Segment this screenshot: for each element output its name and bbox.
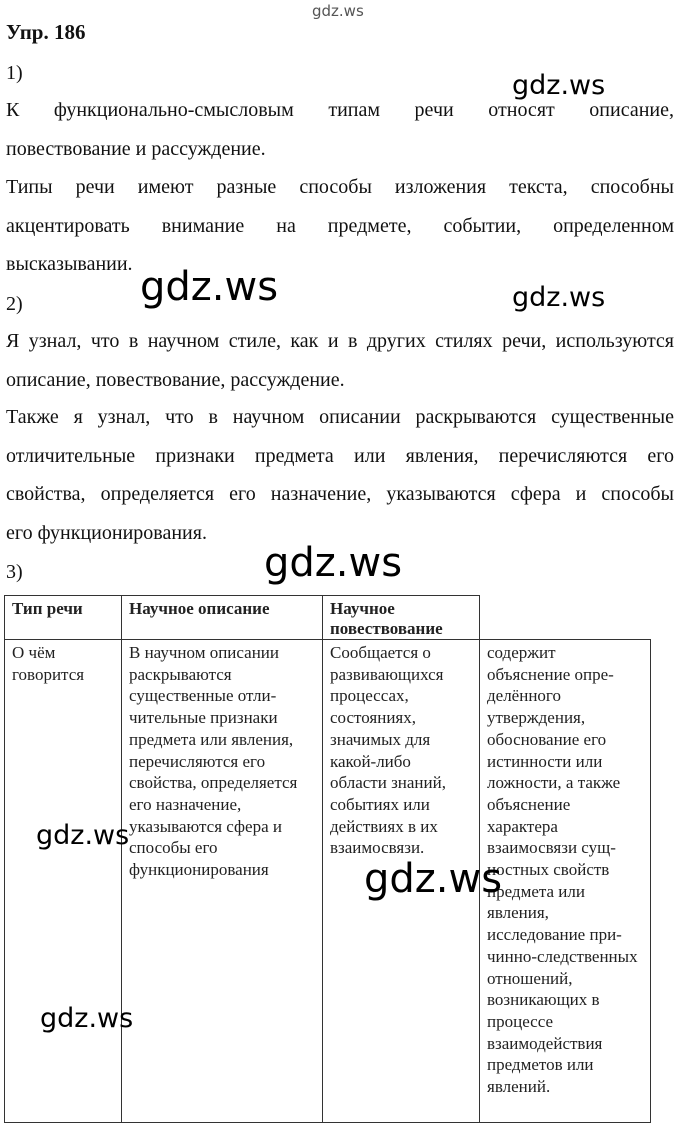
watermark-top: gdz.ws <box>312 2 364 20</box>
narration-cell: Сообщается о развивающихся процессах, состояниях, значимых для какой-либо области знаний, событиях или действиях в их взаимосвязи. <box>323 640 480 1123</box>
description-cell: В научном описании раскрываются существенные отли-чительные признаки предмета или явления, перечисляются его свойства, определяется его назначение, указываются сфера и способы его функционирования <box>122 640 323 1123</box>
speech-types-table <box>4 595 651 1123</box>
text-line: Также я узнал, что в научном описании раскрываются существенные <box>6 406 674 428</box>
row-label-cell: О чём говорится <box>5 640 122 1123</box>
header-cell-description: Научное описание <box>122 596 323 640</box>
text-line: описание, повествование, рассуждение. <box>6 368 345 391</box>
text-line: акцентировать внимание на предмете, событии, определенном <box>6 214 674 237</box>
header-cell-narration: Научное повествование <box>323 596 480 640</box>
text-line: свойства, определяется его назначение, указываются сфера и способы <box>6 483 674 505</box>
section-2-number: 2) <box>6 293 23 315</box>
reasoning-cell: содержит объяснение опре-делённого утверждения, обоснование его истинности или ложности, а также объяснение характера взаимосвязи сущ-ностных свойств предмета или явления, исследование при-чинно-следственных отношений, возникающих в процессе взаимодействия предметов или явлений. <box>480 640 651 1123</box>
section-1-paragraph-1 <box>6 91 674 168</box>
section-1-number: 1) <box>6 62 23 84</box>
section-1-paragraph-2 <box>6 168 674 284</box>
watermark: gdz.ws <box>36 820 130 851</box>
section-3-number: 3) <box>6 561 23 583</box>
watermark: gdz.ws <box>264 540 403 586</box>
watermark: gdz.ws <box>140 264 279 310</box>
exercise-heading: Упр. 186 <box>6 20 86 44</box>
text-line: его функционирования. <box>6 521 207 544</box>
text-line: повествование и рассуждение. <box>6 137 266 160</box>
watermark: gdz.ws <box>512 282 606 313</box>
text-line: Типы речи имеют разные способы изложения текста, способны <box>6 176 674 198</box>
watermark: gdz.ws <box>364 856 503 902</box>
section-2-paragraph-1 <box>6 322 674 399</box>
text-line: К функционально-смысловым типам речи относят описание, <box>6 99 674 121</box>
watermark: gdz.ws <box>512 70 606 101</box>
text-line: Я узнал, что в научном стиле, как и в других стилях речи, используются <box>6 330 674 352</box>
section-2-paragraph-2 <box>6 398 674 552</box>
watermark: gdz.ws <box>40 1003 134 1034</box>
table-row <box>5 640 651 1123</box>
table-header-row <box>5 596 651 640</box>
header-cell-type: Тип речи <box>5 596 122 640</box>
text-line: высказывании. <box>6 253 133 275</box>
header-cell-reasoning <box>480 596 651 640</box>
text-line: отличительные признаки предмета или явления, перечисляются его <box>6 444 674 467</box>
